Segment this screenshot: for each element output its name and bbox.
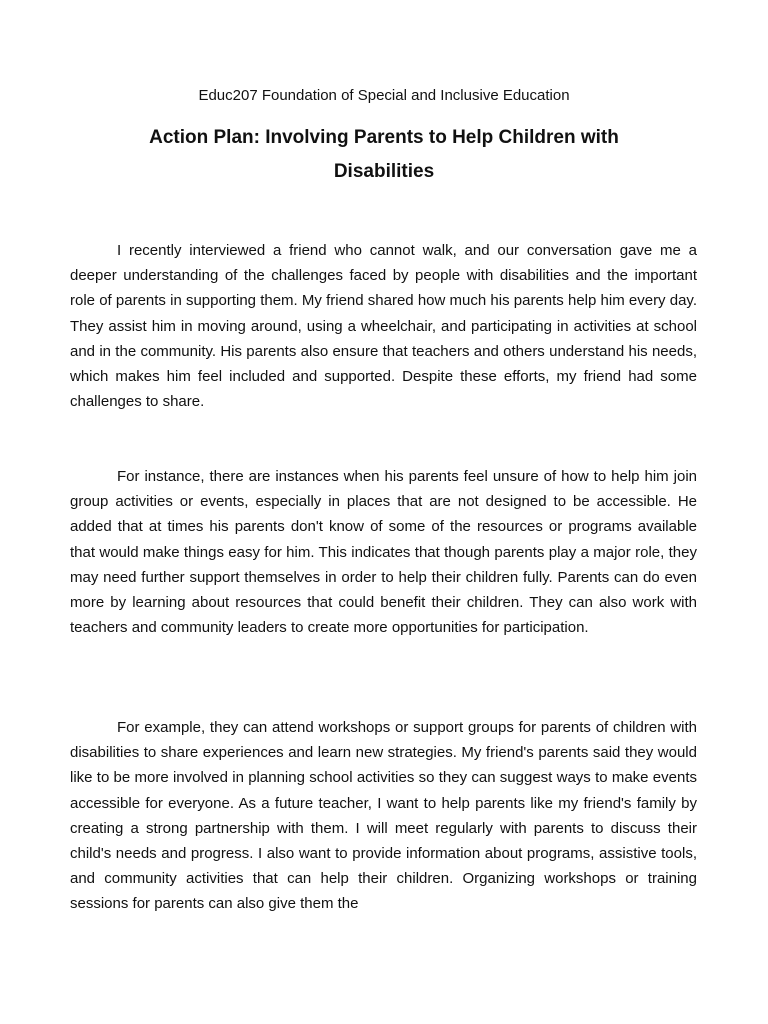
course-heading: Educ207 Foundation of Special and Inclusive Education	[198, 87, 570, 104]
paragraph-challenges: For instance, there are instances when his parents feel unsure of how to help him join group activities or events, especially in places that are not designed to be accessible. He added that at times his parents don't know of some of the resources or programs available that would make things easy for him. This indicates that though parents play a major role, they may need further support themselves in order to help their children fully. Parents can do even more by learning about resources that could benefit their children. They can also work with teachers and community leaders to create more opportunities for participation.	[70, 468, 697, 637]
paragraph-interview: I recently interviewed a friend who cannot walk, and our conversation gave me a deeper understanding of the challenges faced by people with disabilities and the important role of parents in supporting them. My friend shared how much his parents help him every day. They assist him in moving around, using a wheelchair, and participating in activities at school and in the community. His parents also ensure that teachers and others understand his needs, which makes him feel included and supported. Despite these efforts, my friend had some challenges to share.	[70, 242, 697, 411]
paragraph-action-plan: For example, they can attend workshops or support groups for parents of children with disabilities to share experiences and learn new strategies. My friend's parents said they would like to be more involved in planning school activities so they can suggest ways to make events accessible for everyone. As a future teacher, I want to help parents like my friend's family by creating a strong partnership with them. I will meet regularly with parents to discuss their child's needs and progress. I also want to provide information about programs, assistive tools, and community activities that can help their children. Organizing workshops or training sessions for parents can also give them the	[70, 719, 697, 913]
document-title: Action Plan: Involving Parents to Help Children with Disabilities	[149, 127, 619, 182]
